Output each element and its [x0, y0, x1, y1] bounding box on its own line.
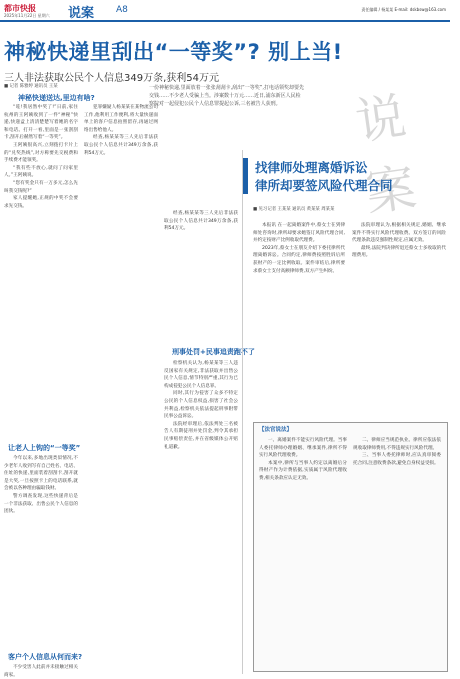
side-title-accent	[243, 158, 248, 194]
main-col-5	[164, 360, 238, 670]
paragraph: 本案中,律所与当事人约定以离婚后分得财产作为计费依据,实质属于风险代理收费,相关条款应认定无效。	[259, 460, 347, 481]
paragraph: 同时,其行为侵害了众多不特定公民的个人信息权益,损害了社会公共利益,检察机关依法提起刑事附带民事公益诉讼。	[164, 391, 238, 420]
side-byline: ■ 见习记者 王某某 通讯员 黄某某 周某某	[253, 207, 335, 212]
main-col-1	[4, 104, 78, 437]
main-col-5a	[164, 210, 238, 360]
paragraph: 一、离婚案件不能实行风险代理。当事人委托律师办理婚姻、继承案件,律所不得实行风险代理收费。	[259, 438, 347, 459]
paragraph: 不少受害人此前并未接触过相关商家。	[4, 665, 78, 678]
page-subheadline: 三人非法获取公民个人信息349万条,获利54万元	[4, 73, 219, 84]
page-headline: 神秘快递里刮出“一等奖”? 别上当!	[4, 40, 343, 64]
masthead	[0, 0, 450, 22]
law-col-2	[353, 437, 441, 665]
paragraph: 犯罪嫌疑人杨某某在某物流公司工作,他利用工作便利,将大量快递面单上的客户信息拍照留存,再通过网络出售给他人。	[84, 105, 158, 133]
paragraph: 经查,杨某某等三人先后非法获取公民个人信息共计349万余条,获利54万元。	[84, 135, 158, 156]
issue-date: 2025年11月22日 星期六	[4, 13, 50, 18]
side-col-2	[352, 222, 446, 417]
law-col-1	[259, 437, 347, 665]
main-subhead-3: 客户个人信息从何而来?	[8, 653, 83, 661]
column-divider	[242, 150, 243, 674]
main-col-3	[4, 664, 78, 678]
page-number: A8	[116, 5, 128, 15]
side-title-line-1: 找律师处理离婚诉讼	[255, 160, 368, 175]
paragraph: 法院审理认为,根据相关规定,婚姻、继承案件不得实行风险代理收费。双方签订的风险代理条款违反强制性规定,应属无效。	[352, 223, 446, 244]
main-byline: ■ 记者 陈雅婷 通讯员 王某	[4, 84, 58, 89]
main-subhead-2: 让老人上钩的“一等奖”	[8, 444, 81, 452]
paragraph: 二、律师应当规范执业。律所应依法依规收取律师费用,不得违规实行风险代理。	[353, 438, 441, 451]
paragraph: 检察机关认为,杨某某等三人违反国家有关规定,非法获取并出售公民个人信息,情节特别严重,其行为已构成侵犯公民个人信息罪。	[164, 361, 238, 389]
paragraph: 经查,杨某某等三人先后非法获取公民个人信息共计349万余条,获利54万元。	[164, 211, 238, 232]
section-name: 说案	[68, 6, 95, 21]
paragraph: 法院经审理后,依法判处三名被告人有期徒刑并处罚金,判令其承担民事赔偿责任,并在省级媒体公开赔礼道歉。	[164, 421, 238, 450]
main-col-2	[4, 455, 78, 645]
main-subhead-4: 刑事处罚+民事追责跑不了	[172, 348, 255, 356]
paragraph: 最终,法院判决律所退还蔡女士多收取的代理费用。	[352, 245, 446, 259]
paragraph: 家人提醒她,正规的中奖不会要求先交钱。	[4, 196, 78, 209]
paragraph: 2023年,蔡女士在朋友介绍下委托律所代理离婚诉讼。合同约定,律师费按照胜诉后所获财产的一定比例收取。案件审结后,律所要求蔡女士支付高额律师费,双方产生纠纷。	[253, 245, 345, 274]
editor-info: 责任编辑 / 杨某某 E-mail: dskbsw@163.com	[361, 7, 446, 12]
article-lead-quote: 一份神秘快递,里面放着一张张刮刮卡,刮出“一等奖”,打电话领奖却要先交钱……不少老人受骗上当。涉案数十万元……近日,浦东新区人民检察院对一起侵犯公民个人信息罪提起公诉,三名被告人获刑。	[149, 85, 304, 107]
paragraph: 三、当事人委托律师时,应认真审阅委托合同,注意收费条款,避免自身权益受损。	[353, 453, 441, 466]
paragraph: 警方调查发现,这些快递背后是一个非法获取、出售公民个人信息的团伙。	[4, 493, 78, 515]
paragraph: “我有些不放心,就问了问家里人。”王阿姨说。	[4, 165, 78, 179]
judge-commentary-header: 【法官说法】	[259, 427, 293, 433]
paragraph: “哇!我居然中奖了!”日前,家住杭州的王阿姨收到了一件“神秘”快递,快递盒上清清楚楚写着她的名字和电话。打开一看,里面是一张刮刮卡,刮开后赫然写着“一等奖”。	[4, 105, 78, 141]
paragraph: 本报讯 在一起离婚案件中,蔡女士在到律师处咨询时,律所却要求她签订风险代理合同,并约定按财产比例收取代理费。	[253, 223, 345, 244]
paragraph: 今年以来,多地出现类似情况,不少老年人收到写有自己姓名、电话、住址的快递,里面装着刮刮卡,刮开就是大奖,一旦按照卡上的电话联系,就会被以各种理由骗取钱财。	[4, 456, 78, 492]
paragraph: 王阿姨很高兴,立刻拨打卡片上的“兑奖热线”,对方称要先交税费和手续费才能领奖。	[4, 142, 78, 164]
decorative-section-text: 说案	[351, 87, 416, 223]
side-title-line-2: 律所却要签风险代理合同	[255, 178, 393, 193]
newspaper-logo: 都市快报	[4, 4, 36, 13]
side-col-1	[253, 222, 345, 417]
judge-commentary-box	[253, 422, 448, 672]
paragraph: “您有奖金只有一万多元,怎么先叫我交钱呢?”	[4, 180, 78, 194]
main-subhead-1: 神秘快递送达,里边有啥?	[18, 94, 95, 102]
main-col-4	[84, 104, 158, 670]
